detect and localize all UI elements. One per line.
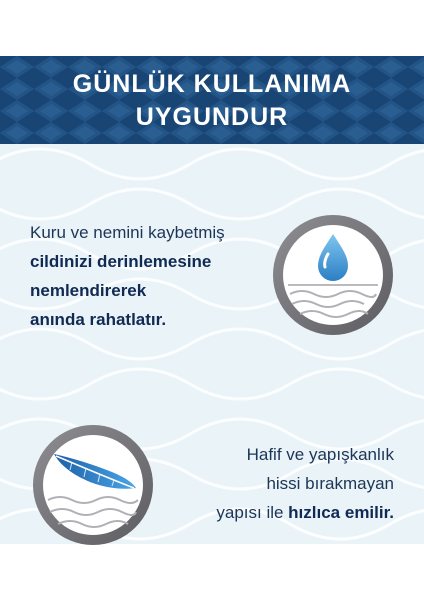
benefit1-line1: Kuru ve nemini kaybetmiş (30, 223, 225, 242)
benefit-moisturizing-text (30, 218, 225, 334)
benefit2-line3-bold: hızlıca emilir. (288, 503, 394, 522)
benefit1-line2: cildinizi derinlemesine (30, 252, 212, 271)
banner-title-line2: UYGUNDUR (135, 103, 289, 131)
benefit2-line3-prefix: yapısı ile (216, 503, 289, 522)
water-drop-icon (272, 214, 394, 336)
benefit2-line2: hissi bırakmayan (266, 474, 394, 493)
benefit1-line4: anında rahatlatır. (30, 310, 167, 329)
benefit2-line1: Hafif ve yapışkanlık (246, 445, 394, 464)
benefit-absorption-text (216, 440, 394, 527)
header-banner (0, 56, 424, 144)
banner-title-line1: GÜNLÜK KULLANIMA (72, 70, 352, 98)
benefit1-line3: nemlendirerek (30, 281, 147, 300)
feather-icon (32, 424, 154, 546)
benefit2-line3 (216, 498, 394, 527)
